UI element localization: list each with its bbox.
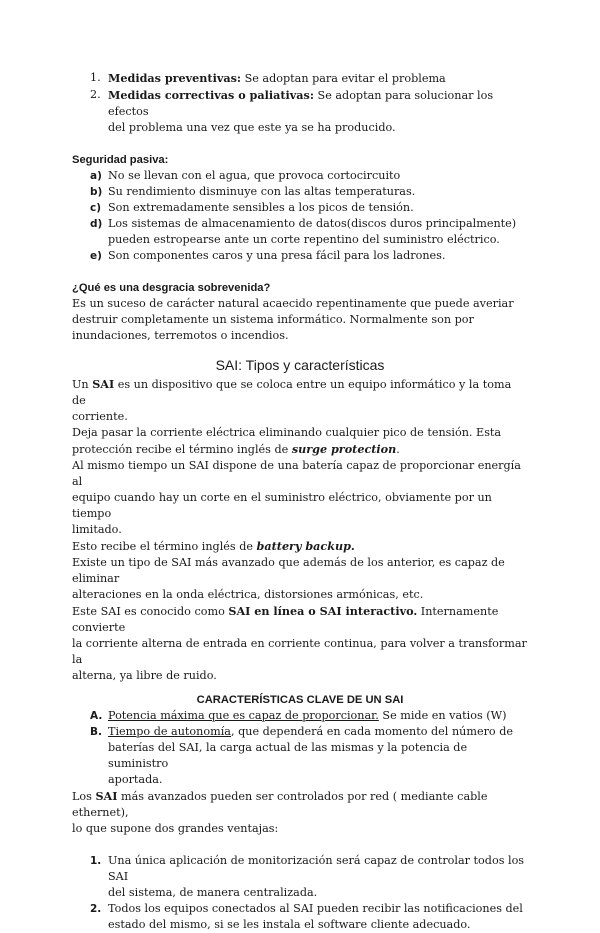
- list-letter: d): [90, 218, 103, 230]
- paragraph-line: destruir completamente un sistema informático. Normalmente son por: [72, 313, 474, 326]
- list-item: [72, 200, 528, 216]
- list-item-text: Se adoptan para evitar el problema: [241, 72, 446, 85]
- text-bold: SAI en línea o SAI interactivo.: [228, 604, 418, 618]
- text: equipo cuando hay un corte en el suministro eléctrico, obviamente por un tiempo: [72, 491, 492, 520]
- list-letter: e): [90, 250, 102, 262]
- text: Deja pasar la corriente eléctrica eliminando cualquier pico de tensión. Esta: [72, 426, 502, 439]
- section-heading-desgracia: ¿Qué es una desgracia sobrevenida?: [72, 282, 271, 294]
- paragraph-line: Es un suceso de carácter natural acaecido repentinamente que puede averiar: [72, 297, 514, 310]
- list-letter: a): [90, 170, 102, 182]
- list-letter: B.: [90, 726, 102, 738]
- list-item: [72, 901, 528, 933]
- list-item-text: No se llevan con el agua, que provoca cortocircuito: [108, 169, 401, 182]
- list-number: 1.: [90, 71, 101, 84]
- paragraph: [72, 376, 528, 425]
- text-bold: SAI: [92, 377, 115, 391]
- list-item-text: Se adoptan para solucionar los efectos: [108, 89, 494, 118]
- list-item-continuation: aportada.: [108, 773, 163, 786]
- paragraph: [72, 788, 528, 837]
- list-item: [72, 216, 528, 248]
- text: Este SAI es conocido como: [72, 605, 229, 618]
- list-number: 2.: [90, 903, 102, 915]
- list-letter: c): [90, 202, 102, 214]
- text: corriente.: [72, 410, 128, 423]
- text-bold-italic: battery backup.: [256, 539, 355, 553]
- text-bold-italic: surge protection: [291, 442, 397, 456]
- paragraph: [72, 603, 528, 684]
- list-item-continuation: baterías del SAI, la carga actual de las mismas y la potencia de suministro: [108, 741, 468, 770]
- list-item-text: Son extremadamente sensibles a los picos de tensión.: [108, 201, 414, 214]
- list-item: [72, 70, 528, 87]
- paragraph: [72, 425, 528, 458]
- list-number: 2.: [90, 88, 101, 101]
- list-item: [72, 184, 528, 200]
- section-heading-claves: CARACTERÍSTICAS CLAVE DE UN SAI: [196, 694, 404, 706]
- list-item-bold: Medidas correctivas o paliativas:: [108, 88, 314, 102]
- text: protección recibe el término inglés de: [72, 443, 292, 456]
- section-title-sai: SAI: Tipos y características: [215, 357, 385, 373]
- list-item-text: Los sistemas de almacenamiento de datos(discos duros principalmente): [108, 217, 517, 230]
- text: alterna, ya libre de ruido.: [72, 669, 217, 682]
- text: es un dispositivo que se coloca entre un equipo informático y la toma de: [72, 378, 512, 407]
- text: Al mismo tiempo un SAI dispone de una batería capaz de proporcionar energía al: [72, 459, 521, 488]
- list-letter: A.: [90, 710, 103, 722]
- list-item-underlined: Tiempo de autonomía: [108, 725, 231, 738]
- section-heading-passive: Seguridad pasiva:: [72, 154, 169, 166]
- list-item: [72, 87, 528, 136]
- text: Un: [72, 378, 93, 391]
- list-item-text: Se mide en vatios (W): [378, 709, 507, 722]
- list-item: [72, 168, 528, 184]
- list-item-text: Son componentes caros y una presa fácil para los ladrones.: [108, 249, 446, 262]
- list-item: [72, 708, 528, 724]
- text: más avanzados pueden ser controlados por red ( mediante cable ethernet),: [72, 790, 488, 819]
- list-item: [72, 724, 528, 788]
- list-item-text: , que dependerá en cada momento del número de: [230, 725, 513, 738]
- text: la corriente alterna de entrada en corriente continua, para volver a transformar la: [72, 637, 527, 666]
- list-item-continuation: estado del mismo, si se les instala el software cliente adecuado.: [108, 918, 471, 931]
- list-item-underlined: Potencia máxima que es capaz de proporcionar.: [108, 709, 379, 722]
- text: Los: [72, 790, 96, 803]
- list-item-continuation: del sistema, de manera centralizada.: [108, 886, 318, 899]
- paragraph: [72, 538, 528, 555]
- text-bold: SAI: [95, 789, 118, 803]
- list-item-continuation: del problema una vez que este ya se ha producido.: [108, 121, 396, 134]
- list-number: 1.: [90, 855, 102, 867]
- list-item-text: Una única aplicación de monitorización será capaz de controlar todos los SAI: [108, 854, 525, 883]
- text: alteraciones en la onda eléctrica, distorsiones armónicas, etc.: [72, 588, 424, 601]
- text: Existe un tipo de SAI más avanzado que además de los anterior, es capaz de eliminar: [72, 556, 505, 585]
- paragraph: [72, 458, 528, 538]
- list-item: [72, 248, 528, 264]
- list-letter: b): [90, 186, 103, 198]
- list-item: [72, 853, 528, 901]
- list-item-continuation: pueden estropearse ante un corte repentino del suministro eléctrico.: [108, 233, 500, 246]
- text: Esto recibe el término inglés de: [72, 540, 257, 553]
- paragraph: [72, 555, 528, 603]
- document-content: [72, 70, 528, 933]
- list-item-bold: Medidas preventivas:: [108, 71, 242, 85]
- text: Internamente convierte: [72, 605, 499, 634]
- text: lo que supone dos grandes ventajas:: [72, 822, 279, 835]
- list-item-text: Todos los equipos conectados al SAI pueden recibir las notificaciones del: [108, 902, 523, 915]
- text: .: [396, 443, 400, 456]
- paragraph-line: inundaciones, terremotos o incendios.: [72, 329, 289, 342]
- list-item-text: Su rendimiento disminuye con las altas temperaturas.: [108, 185, 416, 198]
- text: limitado.: [72, 523, 122, 536]
